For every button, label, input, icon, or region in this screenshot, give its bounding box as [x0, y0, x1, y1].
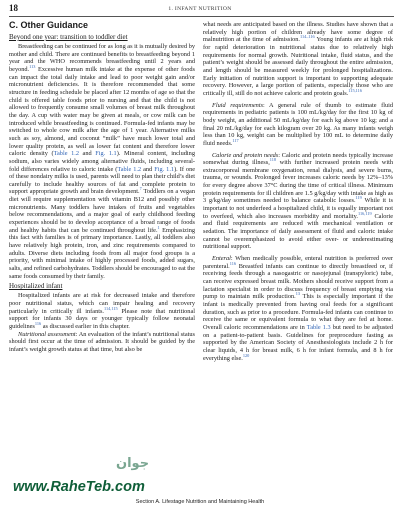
watermark-url: www.RaheTeb.com [13, 479, 168, 496]
paragraph-toddler-diet: Breastfeeding can be continued for as long as it is mutually desired by mother and child. There are continued benefits to breastfeeding beyond 1 year and the WHO recommends breastfeeding until 2 years and beyond.$^{113}$ Excessive human milk intake at the expense of other foods can impact the total daily intake and lead to poor weight gain and/or micronutrient deficiencies. It is therefore recommended that some structure in feeding schedule be placed after 12 months of age so that the child is offered table foods prior to nursing and that the child is not allowed to frequently consume small volumes of breast milk throughout the day. A cup with water may be given at meals, or cow milk can be introduced while breastfeeding is continued. Formula-fed infants may be switched to whole cow milk after the age of 1 year. Alternative milks such as soy, almond, and coconut “milk” have much lower total and lower quality protein, as well as lower fat content and therefore lower caloric density (Table 1.2 and Fig. 1.1). Mineral content, including sodium, also varies widely among alternative fluids, including several-fold differences relative to caloric intake (Table 1.2 and Fig. 1.1). If one of these nondairy milks is used, parents will need to plan their child’s diet carefully to include healthy sources of fat and complete protein to support appropriate growth and brain development.$^7$ Toddlers on a vegan diet will require supplementation with vitamin B12 and possibly other micronutrients. Many toddlers have intakes of fruits and vegetables below recommendations, and a major goal of early childhood feeding experiences should be to develop acceptance of a broad range of foods and healthy habits that can be continued throughout life.$^1$ Emphasizing this fact with families is of primary importance. Lastly, all toddlers also have relatively high protein, iron, and zinc requirements compared to adults. Diverse diets including foods from all major food groups is a priority, with minimal intake of highly processed foods, added sugars, salts, and refined carbohydrates. Toddlers should be encouraged to eat the same foods consumed by their family. [9, 43, 196, 280]
paragraph-needs-continued: what needs are anticipated based on the illness. Studies have shown that a relatively high portion of children already have some degree of malnutrition at the time of admission.$^{114-116}$ Young infants are at high risk for rapid deterioration in nutritional status due to relatively high requirements for normal growth. Nutritional intake, fluid status, and the patient’s weight should be assessed daily throughout the entire admission, and length should be measured weekly for prolonged hospitalizations. Early initiation of nutrition support is important to supporting adequate recovery. However, a large portion of patients, especially those who are critically ill, still do not achieve caloric and protein goals.$^{115,116}$ [203, 21, 394, 97]
citation[interactable]: 116,119 [357, 210, 372, 216]
section-heading: C. Other Guidance [9, 20, 89, 30]
citation[interactable]: 120 [242, 352, 250, 358]
citation[interactable]: 1 [157, 224, 160, 230]
link-table-1-2[interactable]: Table 1.2 [53, 150, 79, 158]
run-in-heading: Nutritional assessment [18, 330, 76, 338]
running-header: 1. INFANT NUTRITION [168, 6, 232, 12]
paragraph-enteral: Enteral: When medically possible, enteral nutrition is preferred over parenteral.$^{116}$ Breastfed infants can continue to directly breastfeed or, if receiving feeds through a nasogastric or nasojejunal (transpyloric) tube, can receive expressed breast milk. Mothers should receive support from a lactation specialist in order to discuss frequency of breast emptying via pump to maintain milk production.$^{13}$ This is especially important if the infant is medically prevented from having oral feeds for a significant duration, such as prior to a procedure. Formula-fed infants can continue to receive the same or equivalent formula to what they are fed at home. Overall caloric recommendations are in Table 1.3 but need to be adjusted on a patient-to-patient basis. Guidelines for preprocedure fasting as supported by the American Society of Anesthesiologists include 2 h for clear liquids, 4 h for breast milk, 6 h for infant formula, and 8 h for everything else.$^{120}$ [203, 255, 393, 362]
paragraph-calorie-protein: Calorie and protein needs: Caloric and protein needs typically increase somewhat during illness,$^{118}$ with further increased protein needs with extracorporeal membrane oxygenation, renal dialysis, and severe burns, trauma, or wounds. Prolonged fever increases caloric needs by 12%–13% for every degree above 37°C during the time of critical illness. Minimum protein requirements for ill children are 1.5 g/kg/day with intake as high as 3 g/kg/day sometimes needed to balance catabolic losses.$^{119}$ While it is important to not underfeed a hospitalized child, it is equally important not to overfeed, which also increases morbidity and mortality.$^{116,119}$ Calorie and fluid requirements are reduced with mechanical ventilation or sedation. The importance of daily assessment of fluid and caloric intake cannot be overemphasized to avoid either over- or underestimating nutritional support. [203, 151, 393, 251]
citation[interactable]: 13 [295, 291, 300, 297]
citation[interactable]: 113 [29, 63, 36, 69]
citation[interactable]: 119 [355, 195, 362, 201]
header-rule [9, 16, 394, 17]
run-in-heading: Enteral [212, 255, 231, 263]
citation[interactable]: 116 [229, 260, 237, 266]
citation[interactable]: 118 [269, 157, 277, 163]
citation[interactable]: 115,116 [348, 87, 362, 93]
link-fig-1-1[interactable]: Fig. 1.1 [95, 150, 117, 158]
run-in-heading: Fluid requirements [212, 101, 264, 109]
paragraph-nutritional-assessment: Nutritional assessment: An evaluation of the infant’s nutritional status should first occur at the time of admission. It should be guided by the infant’s weight growth status at that time, but also be [9, 330, 195, 353]
citation[interactable]: 114,115 [104, 305, 118, 311]
link-table-1-2[interactable]: Table 1.2 [117, 165, 142, 173]
citation[interactable]: 116 [34, 320, 42, 326]
citation[interactable]: 7 [139, 186, 142, 192]
page-footer: Section A. Lifestage Nutrition and Maintaining Health [135, 499, 265, 505]
watermark-overlay-text: جوان [116, 456, 150, 471]
link-table-1-3[interactable]: Table 1.3 [306, 323, 331, 331]
link-fig-1-1[interactable]: Fig. 1.1 [154, 165, 175, 173]
right-column [203, 21, 393, 362]
left-column [9, 20, 195, 354]
citation[interactable]: 117 [232, 137, 239, 143]
page-number: 18 [9, 3, 18, 13]
citation[interactable]: 114–116 [299, 34, 315, 40]
paragraph-hospitalized: Hospitalized infants are at risk for decreased intake and therefore poor nutritional status, which can impair healing and recovery particularly in critically ill infants.$^{114,115}$ Please note that nutritional support for infants 30 days or younger typically follow neonatal guidelines$^{116}$ as discussed earlier in this chapter. [9, 292, 195, 330]
paragraph-fluid-requirements: Fluid requirements: A general rule of thumb to estimate fluid requirements in pediatric patients is 100 mL/kg/day for the first 10 kg of body weight, an additional 50 mL/kg/day for each kg above 10 kg; and a final 20 mL/kg/day for each kilogram over 20 kg. As many infants weigh less than 10 kg, weight can be multiplied by 100 mL to determine daily fluid needs.$^{117}$ [203, 101, 394, 147]
subsection-title-hospitalized: Hospitalized infant [9, 282, 63, 291]
run-in-heading: Calorie and protein needs [212, 151, 279, 159]
subsection-title-toddler: Beyond one year: transition to toddler diet [9, 33, 128, 41]
